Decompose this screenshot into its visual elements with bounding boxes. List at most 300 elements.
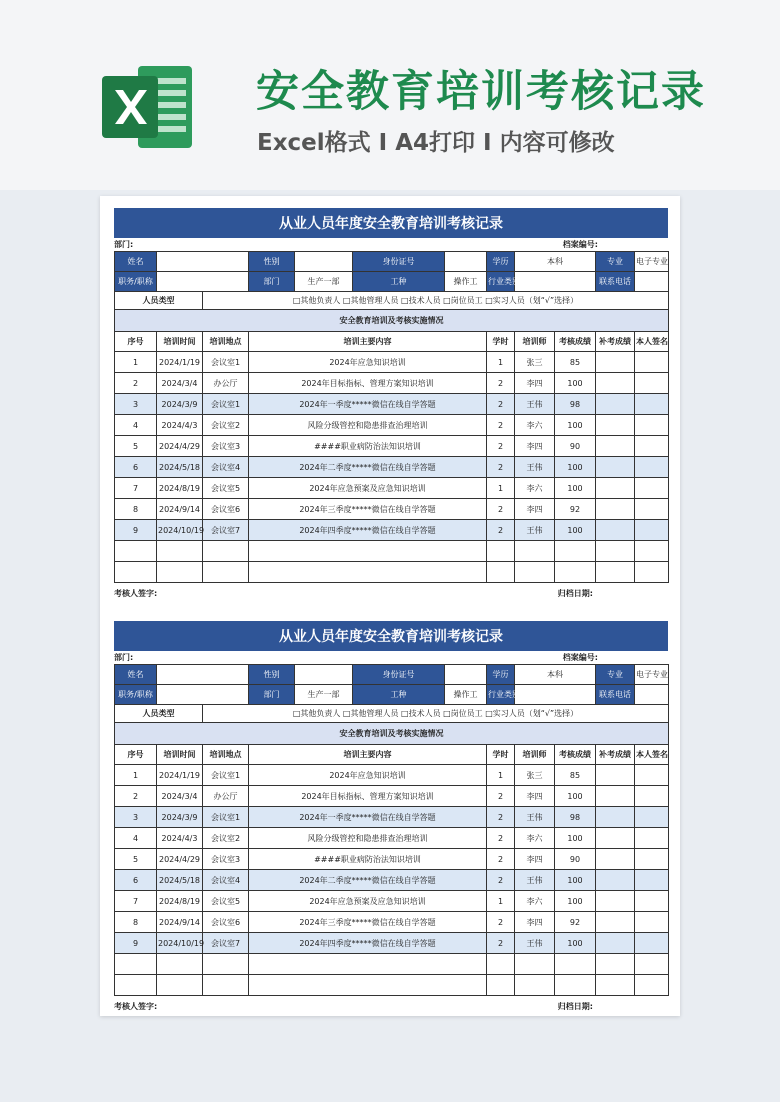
field-label: 工种: [353, 685, 445, 705]
table-cell[interactable]: 2: [487, 912, 515, 933]
table-cell[interactable]: 2024/5/18: [157, 457, 203, 478]
table-cell[interactable]: ####职业病防治法知识培训: [249, 436, 487, 457]
field-label: 性别: [249, 252, 295, 272]
field-value[interactable]: [635, 685, 669, 705]
table-cell[interactable]: 2: [487, 394, 515, 415]
table-cell[interactable]: 2024年二季度*****微信在线自学答题: [249, 457, 487, 478]
table-cell[interactable]: [515, 954, 555, 975]
empty-row: [115, 975, 669, 996]
table-cell[interactable]: 会议室6: [203, 499, 249, 520]
field-value[interactable]: 操作工: [445, 272, 487, 292]
field-value[interactable]: [157, 685, 249, 705]
table-cell[interactable]: [635, 415, 669, 436]
table-cell[interactable]: [157, 541, 203, 562]
table-cell[interactable]: 90: [555, 436, 596, 457]
column-header: 培训师: [515, 332, 555, 352]
column-header: 本人签名: [635, 332, 669, 352]
personal-info-row: [115, 272, 669, 292]
table-cell[interactable]: 会议室1: [203, 765, 249, 786]
table-cell[interactable]: 6: [115, 870, 157, 891]
table-cell[interactable]: 2024/9/14: [157, 499, 203, 520]
table-cell[interactable]: [596, 541, 635, 562]
table-cell[interactable]: 3: [115, 807, 157, 828]
table-cell[interactable]: 1: [487, 765, 515, 786]
column-header: 序号: [115, 332, 157, 352]
table-cell[interactable]: [596, 954, 635, 975]
table-cell[interactable]: [596, 478, 635, 499]
assessor-signature-label: 考核人签字:: [114, 588, 158, 598]
table-cell[interactable]: [596, 807, 635, 828]
record-form-1: [114, 208, 668, 603]
table-cell[interactable]: 2024/3/4: [157, 786, 203, 807]
table-cell[interactable]: [487, 975, 515, 996]
table-cell[interactable]: [203, 562, 249, 583]
table-cell[interactable]: [487, 954, 515, 975]
field-label: 性别: [249, 665, 295, 685]
table-cell[interactable]: [596, 828, 635, 849]
table-row: [115, 373, 669, 394]
field-value[interactable]: 电子专业: [635, 252, 669, 272]
field-label: 专业: [596, 665, 635, 685]
table-cell[interactable]: 王伟: [515, 520, 555, 541]
table-cell[interactable]: [635, 436, 669, 457]
table-cell[interactable]: 3: [115, 394, 157, 415]
table-cell[interactable]: 6: [115, 457, 157, 478]
table-cell[interactable]: 王伟: [515, 457, 555, 478]
table-cell[interactable]: 9: [115, 933, 157, 954]
field-value[interactable]: 操作工: [445, 685, 487, 705]
field-value[interactable]: 生产一部: [295, 685, 353, 705]
table-cell[interactable]: [596, 765, 635, 786]
field-label: 工种: [353, 272, 445, 292]
table-cell[interactable]: 2024年一季度*****微信在线自学答题: [249, 807, 487, 828]
table-cell[interactable]: [203, 954, 249, 975]
assessor-signature-label: 考核人签字:: [114, 1001, 158, 1011]
field-value[interactable]: 生产一部: [295, 272, 353, 292]
table-cell[interactable]: 2024年三季度*****微信在线自学答题: [249, 912, 487, 933]
document-sheet: [100, 196, 680, 1016]
personnel-type-options[interactable]: □其他负责人 □其他管理人员 □技术人员 □岗位员工 □实习人员（划“√”选择）: [203, 705, 669, 723]
table-row: [115, 457, 669, 478]
table-cell[interactable]: 2024/3/4: [157, 373, 203, 394]
table-cell[interactable]: [635, 394, 669, 415]
table-cell[interactable]: 风险分级管控和隐患排查治理培训: [249, 828, 487, 849]
table-cell[interactable]: 2024年三季度*****微信在线自学答题: [249, 499, 487, 520]
table-cell[interactable]: [596, 870, 635, 891]
table-cell[interactable]: 2024年应急预案及应急知识培训: [249, 478, 487, 499]
table-cell[interactable]: 李四: [515, 436, 555, 457]
table-cell[interactable]: 会议室3: [203, 849, 249, 870]
table-cell[interactable]: 2024/4/3: [157, 415, 203, 436]
table-row: [115, 499, 669, 520]
table-cell[interactable]: [555, 954, 596, 975]
table-cell[interactable]: 1: [115, 352, 157, 373]
table-cell[interactable]: 2: [115, 373, 157, 394]
table-cell[interactable]: 风险分级管控和隐患排查治理培训: [249, 415, 487, 436]
form-info-line: [114, 238, 668, 251]
table-cell[interactable]: [635, 828, 669, 849]
field-label: 职务/职称: [115, 685, 157, 705]
table-cell[interactable]: 会议室5: [203, 891, 249, 912]
table-cell[interactable]: 会议室1: [203, 807, 249, 828]
table-cell[interactable]: 100: [555, 870, 596, 891]
table-cell[interactable]: 李四: [515, 849, 555, 870]
table-cell[interactable]: 会议室4: [203, 870, 249, 891]
table-cell[interactable]: 90: [555, 849, 596, 870]
table-cell[interactable]: 100: [555, 786, 596, 807]
column-header: 补考成绩: [596, 332, 635, 352]
table-cell[interactable]: 会议室7: [203, 933, 249, 954]
table-cell[interactable]: 李四: [515, 786, 555, 807]
table-cell[interactable]: [635, 786, 669, 807]
table-cell[interactable]: 2024/9/14: [157, 912, 203, 933]
table-cell[interactable]: 7: [115, 891, 157, 912]
table-cell[interactable]: 李六: [515, 828, 555, 849]
field-label: 联系电话: [596, 272, 635, 292]
table-cell[interactable]: 会议室5: [203, 478, 249, 499]
table-cell[interactable]: 8: [115, 912, 157, 933]
table-cell[interactable]: 2024/1/19: [157, 352, 203, 373]
table-cell[interactable]: 4: [115, 828, 157, 849]
table-row: [115, 870, 669, 891]
table-cell[interactable]: 5: [115, 436, 157, 457]
field-label: 专业: [596, 252, 635, 272]
banner-title: 安全教育培训考核记录: [256, 67, 706, 117]
table-cell[interactable]: 李六: [515, 478, 555, 499]
field-value[interactable]: [445, 252, 487, 272]
table-cell[interactable]: 2: [487, 415, 515, 436]
table-cell[interactable]: 张三: [515, 765, 555, 786]
table-cell[interactable]: [596, 415, 635, 436]
table-cell[interactable]: 会议室7: [203, 520, 249, 541]
table-cell[interactable]: 5: [115, 849, 157, 870]
field-value[interactable]: [515, 272, 596, 292]
field-value[interactable]: [635, 272, 669, 292]
table-cell[interactable]: [596, 394, 635, 415]
table-cell[interactable]: [515, 541, 555, 562]
table-cell[interactable]: [635, 933, 669, 954]
column-header: 考核成绩: [555, 745, 596, 765]
table-cell[interactable]: 王伟: [515, 933, 555, 954]
table-cell[interactable]: 92: [555, 912, 596, 933]
section-row: [115, 310, 669, 332]
table-row: [115, 478, 669, 499]
table-cell[interactable]: [249, 562, 487, 583]
table-cell[interactable]: 李六: [515, 891, 555, 912]
table-cell[interactable]: 1: [487, 352, 515, 373]
department-label: 部门:: [114, 653, 134, 662]
table-cell[interactable]: [635, 352, 669, 373]
table-cell[interactable]: [596, 436, 635, 457]
table-cell[interactable]: 2: [487, 436, 515, 457]
table-cell[interactable]: [635, 870, 669, 891]
column-header: 培训地点: [203, 745, 249, 765]
field-label: 联系电话: [596, 685, 635, 705]
table-row: [115, 828, 669, 849]
table-cell[interactable]: [635, 912, 669, 933]
table-cell[interactable]: 100: [555, 415, 596, 436]
table-cell[interactable]: [555, 562, 596, 583]
table-cell[interactable]: [515, 975, 555, 996]
table-cell[interactable]: 7: [115, 478, 157, 499]
table-cell[interactable]: 2: [487, 870, 515, 891]
personal-info-row: [115, 665, 669, 685]
table-cell[interactable]: 2024/4/29: [157, 436, 203, 457]
table-cell[interactable]: [115, 954, 157, 975]
column-header: 培训地点: [203, 332, 249, 352]
table-cell[interactable]: 100: [555, 891, 596, 912]
table-cell[interactable]: 4: [115, 415, 157, 436]
table-cell[interactable]: [596, 352, 635, 373]
table-cell[interactable]: 2: [487, 373, 515, 394]
table-cell[interactable]: [635, 954, 669, 975]
table-cell[interactable]: 100: [555, 373, 596, 394]
table-cell[interactable]: 会议室2: [203, 415, 249, 436]
table-row: [115, 520, 669, 541]
personal-info-row: [115, 685, 669, 705]
table-cell[interactable]: 2024年目标指标、管理方案知识培训: [249, 786, 487, 807]
table-cell[interactable]: 会议室1: [203, 394, 249, 415]
table-cell[interactable]: [596, 457, 635, 478]
table-cell[interactable]: [635, 765, 669, 786]
table-cell[interactable]: [596, 499, 635, 520]
table-row: [115, 415, 669, 436]
field-label: 行业类别: [487, 685, 515, 705]
table-cell[interactable]: [635, 541, 669, 562]
field-label: 身份证号: [353, 252, 445, 272]
personnel-type-row: [115, 705, 669, 723]
table-cell[interactable]: [157, 975, 203, 996]
field-value[interactable]: 本科: [515, 252, 596, 272]
table-row: [115, 891, 669, 912]
table-row: [115, 352, 669, 373]
table-cell[interactable]: 100: [555, 828, 596, 849]
table-cell[interactable]: [635, 499, 669, 520]
table-cell[interactable]: 会议室4: [203, 457, 249, 478]
field-label: 身份证号: [353, 665, 445, 685]
field-value[interactable]: [445, 665, 487, 685]
table-cell[interactable]: 2024/8/19: [157, 478, 203, 499]
table-cell[interactable]: 李四: [515, 912, 555, 933]
table-cell[interactable]: 2: [487, 786, 515, 807]
field-value[interactable]: [295, 665, 353, 685]
table-cell[interactable]: [203, 541, 249, 562]
table-row: [115, 849, 669, 870]
table-cell[interactable]: [635, 807, 669, 828]
table-cell[interactable]: 2: [487, 849, 515, 870]
empty-row: [115, 954, 669, 975]
personnel-type-options[interactable]: □其他负责人 □其他管理人员 □技术人员 □岗位员工 □实习人员（划“√”选择）: [203, 292, 669, 310]
table-cell[interactable]: 8: [115, 499, 157, 520]
archive-number-label: 档案编号:: [562, 653, 598, 662]
table-cell[interactable]: [635, 849, 669, 870]
table-cell[interactable]: [115, 975, 157, 996]
table-row: [115, 786, 669, 807]
form-title: 从业人员年度安全教育培训考核记录: [114, 208, 668, 238]
table-row: [115, 807, 669, 828]
table-cell[interactable]: 2024年应急预案及应急知识培训: [249, 891, 487, 912]
archive-number-label: 档案编号:: [562, 240, 598, 249]
table-cell[interactable]: [596, 891, 635, 912]
personnel-type-row: [115, 292, 669, 310]
table-cell[interactable]: 办公厅: [203, 786, 249, 807]
column-header: 培训师: [515, 745, 555, 765]
table-cell[interactable]: 92: [555, 499, 596, 520]
table-cell[interactable]: 2024/3/9: [157, 807, 203, 828]
table-cell[interactable]: [635, 520, 669, 541]
empty-row: [115, 541, 669, 562]
table-cell[interactable]: 2024/3/9: [157, 394, 203, 415]
table-cell[interactable]: [596, 975, 635, 996]
column-header: 补考成绩: [596, 745, 635, 765]
table-cell[interactable]: [115, 541, 157, 562]
table-cell[interactable]: 85: [555, 352, 596, 373]
department-label: 部门:: [114, 240, 134, 249]
table-cell[interactable]: [157, 954, 203, 975]
table-cell[interactable]: 2: [487, 499, 515, 520]
form-info-line: [114, 651, 668, 664]
column-header: 培训主要内容: [249, 745, 487, 765]
table-cell[interactable]: 2024/10/19: [157, 933, 203, 954]
table-cell[interactable]: 100: [555, 520, 596, 541]
column-header: 培训主要内容: [249, 332, 487, 352]
table-cell[interactable]: [515, 562, 555, 583]
table-cell[interactable]: 李六: [515, 415, 555, 436]
table-cell[interactable]: [635, 457, 669, 478]
table-cell[interactable]: 王伟: [515, 807, 555, 828]
table-cell[interactable]: 2: [115, 786, 157, 807]
table-cell[interactable]: 2024/1/19: [157, 765, 203, 786]
table-cell[interactable]: 王伟: [515, 870, 555, 891]
table-row: [115, 394, 669, 415]
table-cell[interactable]: [635, 562, 669, 583]
table-row: [115, 436, 669, 457]
table-cell[interactable]: [487, 562, 515, 583]
table-cell[interactable]: [115, 562, 157, 583]
table-cell[interactable]: [635, 891, 669, 912]
table-cell[interactable]: 2024年目标指标、管理方案知识培训: [249, 373, 487, 394]
table-cell[interactable]: 2: [487, 933, 515, 954]
section-title: 安全教育培训及考核实施情况: [115, 310, 669, 332]
table-cell[interactable]: [555, 975, 596, 996]
field-label: 姓名: [115, 252, 157, 272]
table-cell[interactable]: [596, 912, 635, 933]
table-cell[interactable]: [635, 373, 669, 394]
field-value[interactable]: [295, 252, 353, 272]
table-cell[interactable]: 2024年应急知识培训: [249, 765, 487, 786]
table-cell[interactable]: [596, 786, 635, 807]
field-label: 学历: [487, 252, 515, 272]
table-cell[interactable]: [596, 849, 635, 870]
table-cell[interactable]: [635, 478, 669, 499]
table-cell[interactable]: 98: [555, 394, 596, 415]
table-cell[interactable]: 9: [115, 520, 157, 541]
table-cell[interactable]: 100: [555, 933, 596, 954]
table-cell[interactable]: 100: [555, 457, 596, 478]
table-cell[interactable]: 1: [487, 478, 515, 499]
field-value[interactable]: 电子专业: [635, 665, 669, 685]
table-cell[interactable]: 李四: [515, 499, 555, 520]
table-cell[interactable]: [487, 541, 515, 562]
table-cell[interactable]: [596, 933, 635, 954]
form-title: 从业人员年度安全教育培训考核记录: [114, 621, 668, 651]
column-header: 培训时间: [157, 332, 203, 352]
table-cell[interactable]: 会议室3: [203, 436, 249, 457]
table-cell[interactable]: 1: [115, 765, 157, 786]
personal-info-row: [115, 252, 669, 272]
table-cell[interactable]: 1: [487, 891, 515, 912]
field-value[interactable]: [157, 665, 249, 685]
table-cell[interactable]: 2: [487, 520, 515, 541]
table-cell[interactable]: 100: [555, 478, 596, 499]
table-cell[interactable]: 会议室6: [203, 912, 249, 933]
personnel-type-label: 人员类型: [115, 705, 203, 723]
table-cell[interactable]: 2024/10/19: [157, 520, 203, 541]
table-cell[interactable]: [596, 520, 635, 541]
record-table: [114, 251, 669, 583]
table-cell[interactable]: 2024年一季度*****微信在线自学答题: [249, 394, 487, 415]
table-header-row: [115, 745, 669, 765]
table-cell[interactable]: 85: [555, 765, 596, 786]
table-cell[interactable]: 办公厅: [203, 373, 249, 394]
field-label: 职务/职称: [115, 272, 157, 292]
table-cell[interactable]: [596, 373, 635, 394]
table-cell[interactable]: 2024/4/29: [157, 849, 203, 870]
table-cell[interactable]: 2024/4/3: [157, 828, 203, 849]
table-cell[interactable]: 2: [487, 457, 515, 478]
table-row: [115, 912, 669, 933]
section-title: 安全教育培训及考核实施情况: [115, 723, 669, 745]
form-footer: [114, 996, 668, 1016]
table-cell[interactable]: [249, 975, 487, 996]
table-cell[interactable]: 98: [555, 807, 596, 828]
table-cell[interactable]: 李四: [515, 373, 555, 394]
table-cell[interactable]: 2: [487, 807, 515, 828]
table-cell[interactable]: 王伟: [515, 394, 555, 415]
table-cell[interactable]: 2: [487, 828, 515, 849]
table-cell[interactable]: 2024/5/18: [157, 870, 203, 891]
field-value[interactable]: [157, 252, 249, 272]
table-cell[interactable]: 2024年应急知识培训: [249, 352, 487, 373]
field-label: 行业类别: [487, 272, 515, 292]
table-cell[interactable]: 2024年二季度*****微信在线自学答题: [249, 870, 487, 891]
table-cell[interactable]: 会议室1: [203, 352, 249, 373]
excel-logo-icon: [100, 58, 196, 156]
form-footer: [114, 583, 668, 603]
record-form-2: [114, 621, 668, 1016]
table-cell[interactable]: [596, 562, 635, 583]
field-value[interactable]: 本科: [515, 665, 596, 685]
table-cell[interactable]: 2024年四季度*****微信在线自学答题: [249, 520, 487, 541]
table-cell[interactable]: ####职业病防治法知识培训: [249, 849, 487, 870]
field-label: 部门: [249, 685, 295, 705]
table-cell[interactable]: [249, 541, 487, 562]
field-label: 学历: [487, 665, 515, 685]
table-header-row: [115, 332, 669, 352]
field-value[interactable]: [515, 685, 596, 705]
table-cell[interactable]: 2024/8/19: [157, 891, 203, 912]
table-row: [115, 933, 669, 954]
table-cell[interactable]: 会议室2: [203, 828, 249, 849]
table-cell[interactable]: [555, 541, 596, 562]
table-cell[interactable]: [157, 562, 203, 583]
field-value[interactable]: [157, 272, 249, 292]
table-cell[interactable]: [635, 975, 669, 996]
table-cell[interactable]: 2024年四季度*****微信在线自学答题: [249, 933, 487, 954]
table-cell[interactable]: 张三: [515, 352, 555, 373]
table-cell[interactable]: [203, 975, 249, 996]
table-cell[interactable]: [249, 954, 487, 975]
